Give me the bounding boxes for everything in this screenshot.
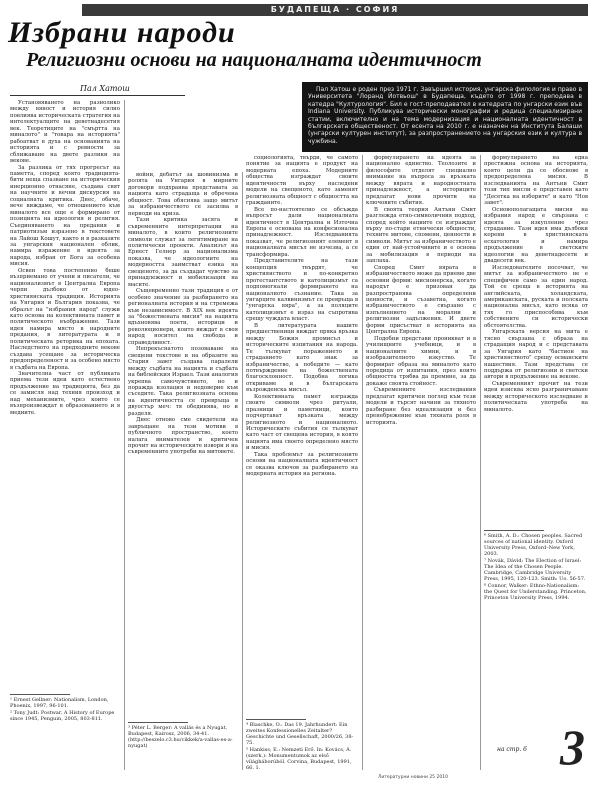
footnote: ⁶ Smith, A. D.: Chosen peoples. Sacred sources of national identity. Oxford University Press, Oxford–New York, 2003. bbox=[484, 533, 583, 557]
footnote: ⁷ Novák, Dávid: The Election of Israel: The Idea of the Chosen People. Cambridge, Cambridge University Press, 1995, 120-123. Smith: Uo. 56-57. bbox=[484, 558, 586, 582]
footnote: ² Tony Judt: Postwar. A History of Europe since 1945, Penguin, 2005, 803-811. bbox=[10, 710, 115, 722]
footnote: ³ Péter L. Berger: A vallás és a Nyugat, Budapest, Kairosz, 2006, 34-41. (http://beszelo.c3.hu/cikkek/a-vallas-es-a-nyugat) bbox=[128, 725, 233, 749]
author-name: Пал Хатош bbox=[80, 84, 130, 93]
page-number: 3 bbox=[560, 719, 585, 775]
footnote-divider bbox=[484, 530, 544, 531]
footnote-divider bbox=[10, 694, 70, 695]
article-subtitle: Религиозни основи на националната идентичност bbox=[26, 49, 482, 71]
paragraph: За разлика от тях прогресът на паметта, според която традицията-бити неща спазване на историческия инерционно отнасяне, създава свят на научните и вечни дискурсия на социалната критика. Днес, обаче, вече виждаме, че отношението към миналото все още е формирано от позицията на идеология и религия. Съединяването на предания и патриотизъм изразено в текстовете на Лайош Кошут, както и в разказите за унгарския национален облик, намира изражение в идеята за народа, избран от Бога за особена мисия. bbox=[10, 164, 120, 268]
article-column-3 bbox=[246, 155, 358, 714]
paragraph: Освен това постепенно беше възприемано от учени и писатели, че национализмът в Централна Европа черпи дълбоко от юдео-християнската традиция. Историята на Унгария и България показва, че образът на "избрания народ" служи като основа на колективната памет и политическото въображение. Тази идея намира място в народните предания, в литературата и в политическата реторика на епохата. Наследството на предходните векове създава усещане за историческа предопределеност и за особено място в съдбата на Европа. bbox=[10, 267, 120, 371]
paragraph: Непрекъснатото позоваване на свещени текстове и на образите на Стария завет създава паралели между съдбата на нацията и съдбата на библейския Израел. Тази аналогия укрепва самочувствието, но и поражда изолация и недоверие към съседите. Така религиозната основа на идентичността се превръща в двуостър меч: тя обединява, но и разделя. bbox=[128, 346, 238, 417]
paragraph: Според Смит вярата в избраничеството може да приеме две основни форми: мисионерска, когато народът е призован да разпространява определени ценности, и съзаветна, когато избраничеството е свързано с изпълнението на морални и религиозни задължения. И двете форми присъстват в историята на Централна Европа. bbox=[366, 264, 476, 336]
paragraph: Съвременният прочит на тези идеи изисква ясно разграничаване между историческото изследване и политическата употреба на миналото. bbox=[484, 380, 588, 413]
paragraph: Представителите на тази концепция твърдят, че християнството и по-конкретно протестантството и католицизмът са подпомогнали формирането на националното съзнание. Така за унгарците калвинизмът се превръща в "унгарска вяра", а за поляците католицизмът е израз на съпротива срещу чуждата власт. bbox=[246, 258, 358, 323]
paragraph: Все по-настоятелно се обсъжда въпросът дали националната идентичност в Централна и Източна Европа е основана на конфесионална принадлежност. Изследванията показват, че религиозният елемент в националната мисъл не изчезва, а се трансформира. bbox=[246, 206, 358, 258]
footnotes-column-1 bbox=[10, 697, 120, 767]
paragraph: войни, дебатът за шовинизма и ролята на Унгария в мирните договори подхранва представата за нацията като страдаща и обречена общност. Това обяснява защо митът за избраничеството се засилва в периоди на криза. bbox=[128, 172, 238, 217]
article-column-2 bbox=[128, 172, 238, 714]
footnotes-column-2 bbox=[128, 725, 238, 770]
paragraph: Установяването на разнолико между вяност и история силно повлиява историческата стратегия на интелектуалците на деветнадесетия век. Теоретиците на "смъртта на миналото" и "товара на историята" рабоатват в духа на основанията на историята и с ревности за сближаване на двете разлики на векове. bbox=[10, 100, 120, 165]
author-bio-text: Пал Хатош е роден през 1971 г. Завършил история, унгарска филология и право в Университета "Лоранд Йотвьош" в Будапеща, където от 1998 г. преподава в катедра "Културология". Бил е гост-преподавател в катедрата по унгарски език във Indiana University. Публикува исторически монографии и редица специализирани статии, включително и на тема модернизация и националната идентичност в българската общественост. От есента на 2010 г. е назначен на Института Балаши (унгарски културен институт), за разпространението на унгарския език и култура в чужбина. bbox=[308, 86, 582, 145]
paragraph: Съвременните изследвания предлагат критичен поглед към тези модели и търсят начини за тяхното разбиране без идеализация и без пренебрежение към тяхната роля в историята. bbox=[366, 387, 476, 426]
footnote: ⁵ Hankiss, E.: Nemzeti Erő. In: Kovács, Á. (szerk.): Monumentumok az első világháborúból. Corvina, Budapest, 1991, 66. 1. bbox=[246, 747, 352, 771]
footnote: ⁴ Blaschke, O.: Das 19. Jahrhundert: Ein zweites Konfessionelles Zeitalter? Geschichte und Gesellschaft, 2000/26, 38-75. bbox=[246, 722, 354, 746]
footnote-divider bbox=[246, 719, 306, 720]
section-header-band: БУДАПЕЩА · СОФИЯ bbox=[82, 4, 588, 16]
paragraph: Изследователите посочват, че митът за избраничеството не е специфичен само за един народ. Той се среща в историята на английската, холандската, американската, руската и полската национална мисъл, като всяка от тях го приспособява към собствените си исторически обстоятелства. bbox=[484, 264, 588, 329]
print-info: Литературни новини 25 2010 bbox=[378, 775, 448, 780]
paragraph: В литературата нашите предшественици виждат пряка връзка между Божия промисъл и историческите изпитания на народа. Те тълкуват поражението и страданието като знак за избраничество, а победите — като потвърждение на божествената благосклонност. Подобна логика откриваме и в българската възрожденска мисъл. bbox=[246, 322, 358, 394]
paragraph: Основополагащата мисия на избрания народ е свързана с идеята за изкупление чрез страдание. Тази идея има дълбоки корени в християнската есхатология и намира продължение в светските идеологии на деветнадесети и двадесети век. bbox=[484, 206, 588, 265]
paragraph: Тази критика засяга и съвременните интерпретации на миналото, в които религиозните символи служат за легитимиране на политически проекти. Анализът на Ернест Гелнер за национализма показва, че идеологиите на модерността заимстват езика на свещеното, за да създадат чувство за принадлежност и мобилизация на масите. bbox=[128, 217, 238, 288]
article-column-1 bbox=[10, 100, 120, 674]
paragraph: Същевременно тази традиция е от особено значение за разбирането на регионалната история и на стремежа към независимост. В XIX век идеята за "божествената мисия" на нацията вдъхновява поети, историци и революционери, които виждат в своя народ носител на свобода и справедливост. bbox=[128, 288, 238, 346]
footnote: ⁸ Connor, Walker: Ethno-Nationalism: the Quest for Understanding. Princeton, Princeton University Press, 1994. bbox=[484, 583, 587, 601]
author-divider bbox=[10, 95, 185, 96]
continuation-note: на стр. 6 bbox=[497, 746, 527, 753]
column-divider bbox=[124, 100, 125, 770]
paragraph: Днес отново сме свидетели на завръщане на тези мотиви в публичното пространство, което налага внимателен и критичен прочит на историческите извори и на съвременните употреби на митовете. bbox=[128, 417, 238, 456]
author-bio-box bbox=[302, 82, 588, 152]
paragraph: В своята теория Антъни Смит разглежда етно-символичния подход, според който нациите се изграждат върху по-стари етнически общности, техните митове, спомени, ценности и символи. Митът за избраничеството е един от най-устойчивите и е основа за мобилизация в периоди на заплаха. bbox=[366, 206, 476, 265]
paragraph: Подобни представи проникват и в училищните учебници, и в националните химни, и в изобразителното изкуство. Те формират образа на миналото като поредица от изпитания, през които общността трябва да премине, за да докаже своята стойност. bbox=[366, 335, 476, 387]
column-divider bbox=[242, 172, 243, 770]
paragraph: формулирането на една престижна основа на историята, която цели да се обоснове в предопределена мисия. В изследванията на Антъни Смит този тип мисли е представен като "Десетка на изборите" и като "Нов завет". bbox=[484, 155, 588, 207]
footnotes-column-5 bbox=[484, 533, 588, 603]
paragraph: формулирането на идеята за национално единство. Теолозите и философите отделят специално внимание на въпроса за връзката между вярата и народностната принадлежност, а историците предлагат нови прочити на ключовите събития. bbox=[366, 155, 476, 207]
column-divider bbox=[362, 155, 363, 770]
paragraph: социологията, твърди, че самото понятие за нацията е продукт на модерната епоха. Модерните общества изграждат своите идентичности върху наследени модели на свещеното, като заменят религиозната общност с общността на гражданите. bbox=[246, 155, 358, 207]
footnote: ¹ Ernest Gellner: Nationalism, London, Phoenix, 1997, 96-101. bbox=[10, 697, 109, 709]
article-column-5 bbox=[484, 155, 588, 527]
article-column-4 bbox=[366, 155, 476, 609]
paragraph: Значителна част от публиката приема тези идеи като естествено продължение на традицията, без да се замисля над техния произход и над механизмите, чрез които се възпроизвеждат в образованието и в медиите. bbox=[10, 371, 120, 416]
footnote-divider bbox=[128, 722, 188, 723]
paragraph: Така проблемът за религиозните основи на националната идентичност се оказва ключов за разбирането на модерната история на региона. bbox=[246, 451, 358, 478]
title-area bbox=[8, 17, 592, 71]
article-title: Избрани народи bbox=[8, 16, 236, 49]
footnotes-column-3 bbox=[246, 722, 358, 772]
paragraph: Колективната памет изгражда своите символи чрез ритуали, празници и паметници, които подчертават връзката между религиозното и националното. Историческите събития се тълкуват като част от свещена история, в която нацията има своето определено място и мисия. bbox=[246, 393, 358, 452]
paragraph: Унгарската версия на мита е тясно свързана с образа на страдащия народ и с представата за Унгария като "бастион на християнството" срещу османските нашествия. Тази представа се поддържа от религиозни и светски автори в продължение на векове. bbox=[484, 329, 588, 381]
column-divider bbox=[480, 155, 481, 770]
